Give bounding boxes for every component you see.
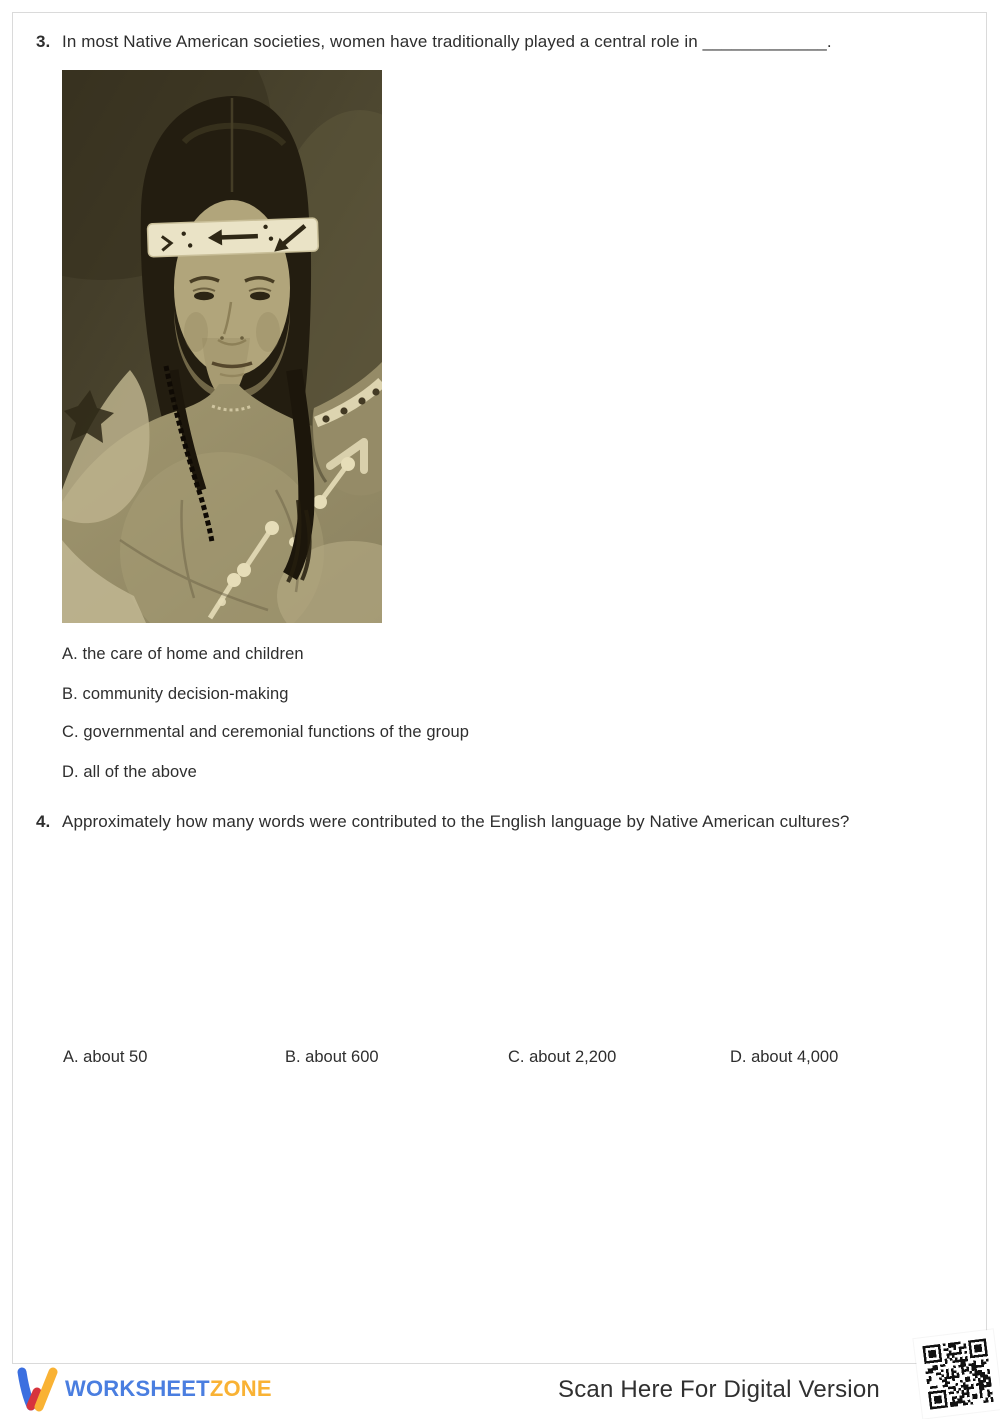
brand-name: [65, 1376, 272, 1402]
q3-option-b: B. community decision-making: [62, 685, 289, 703]
question-3-number: 3.: [36, 32, 51, 51]
q4-option-c: C. about 2,200: [508, 1048, 617, 1066]
q4-option-d: D. about 4,000: [730, 1048, 839, 1066]
scan-here-label: Scan Here For Digital Version: [558, 1376, 880, 1403]
q3-option-c: C. governmental and ceremonial functions of the group: [62, 723, 470, 741]
q4-option-b: B. about 600: [285, 1048, 379, 1066]
qr-code-icon: [922, 1338, 993, 1409]
q4-option-a: A. about 50: [63, 1048, 148, 1066]
q3-option-a: A. the care of home and children: [62, 645, 304, 663]
brand-name-worksheet: WORKSHEET: [65, 1376, 210, 1401]
worksheetzone-w-icon: [16, 1365, 58, 1413]
question-4-text: Approximately how many words were contributed to the English language by Native American cultures?: [62, 812, 850, 831]
question-4: [36, 811, 966, 833]
qr-card: [913, 1329, 1000, 1418]
question-4-number: 4.: [36, 812, 51, 831]
worksheetzone-logo: [16, 1365, 272, 1413]
question-3-text: In most Native American societies, women have traditionally played a central role in _____________.: [62, 32, 832, 51]
portrait-photo: [62, 70, 382, 623]
q3-option-d: D. all of the above: [62, 763, 197, 781]
question-3: [36, 31, 966, 53]
brand-name-zone: ZONE: [209, 1376, 272, 1401]
portrait-illustration: [62, 70, 382, 623]
